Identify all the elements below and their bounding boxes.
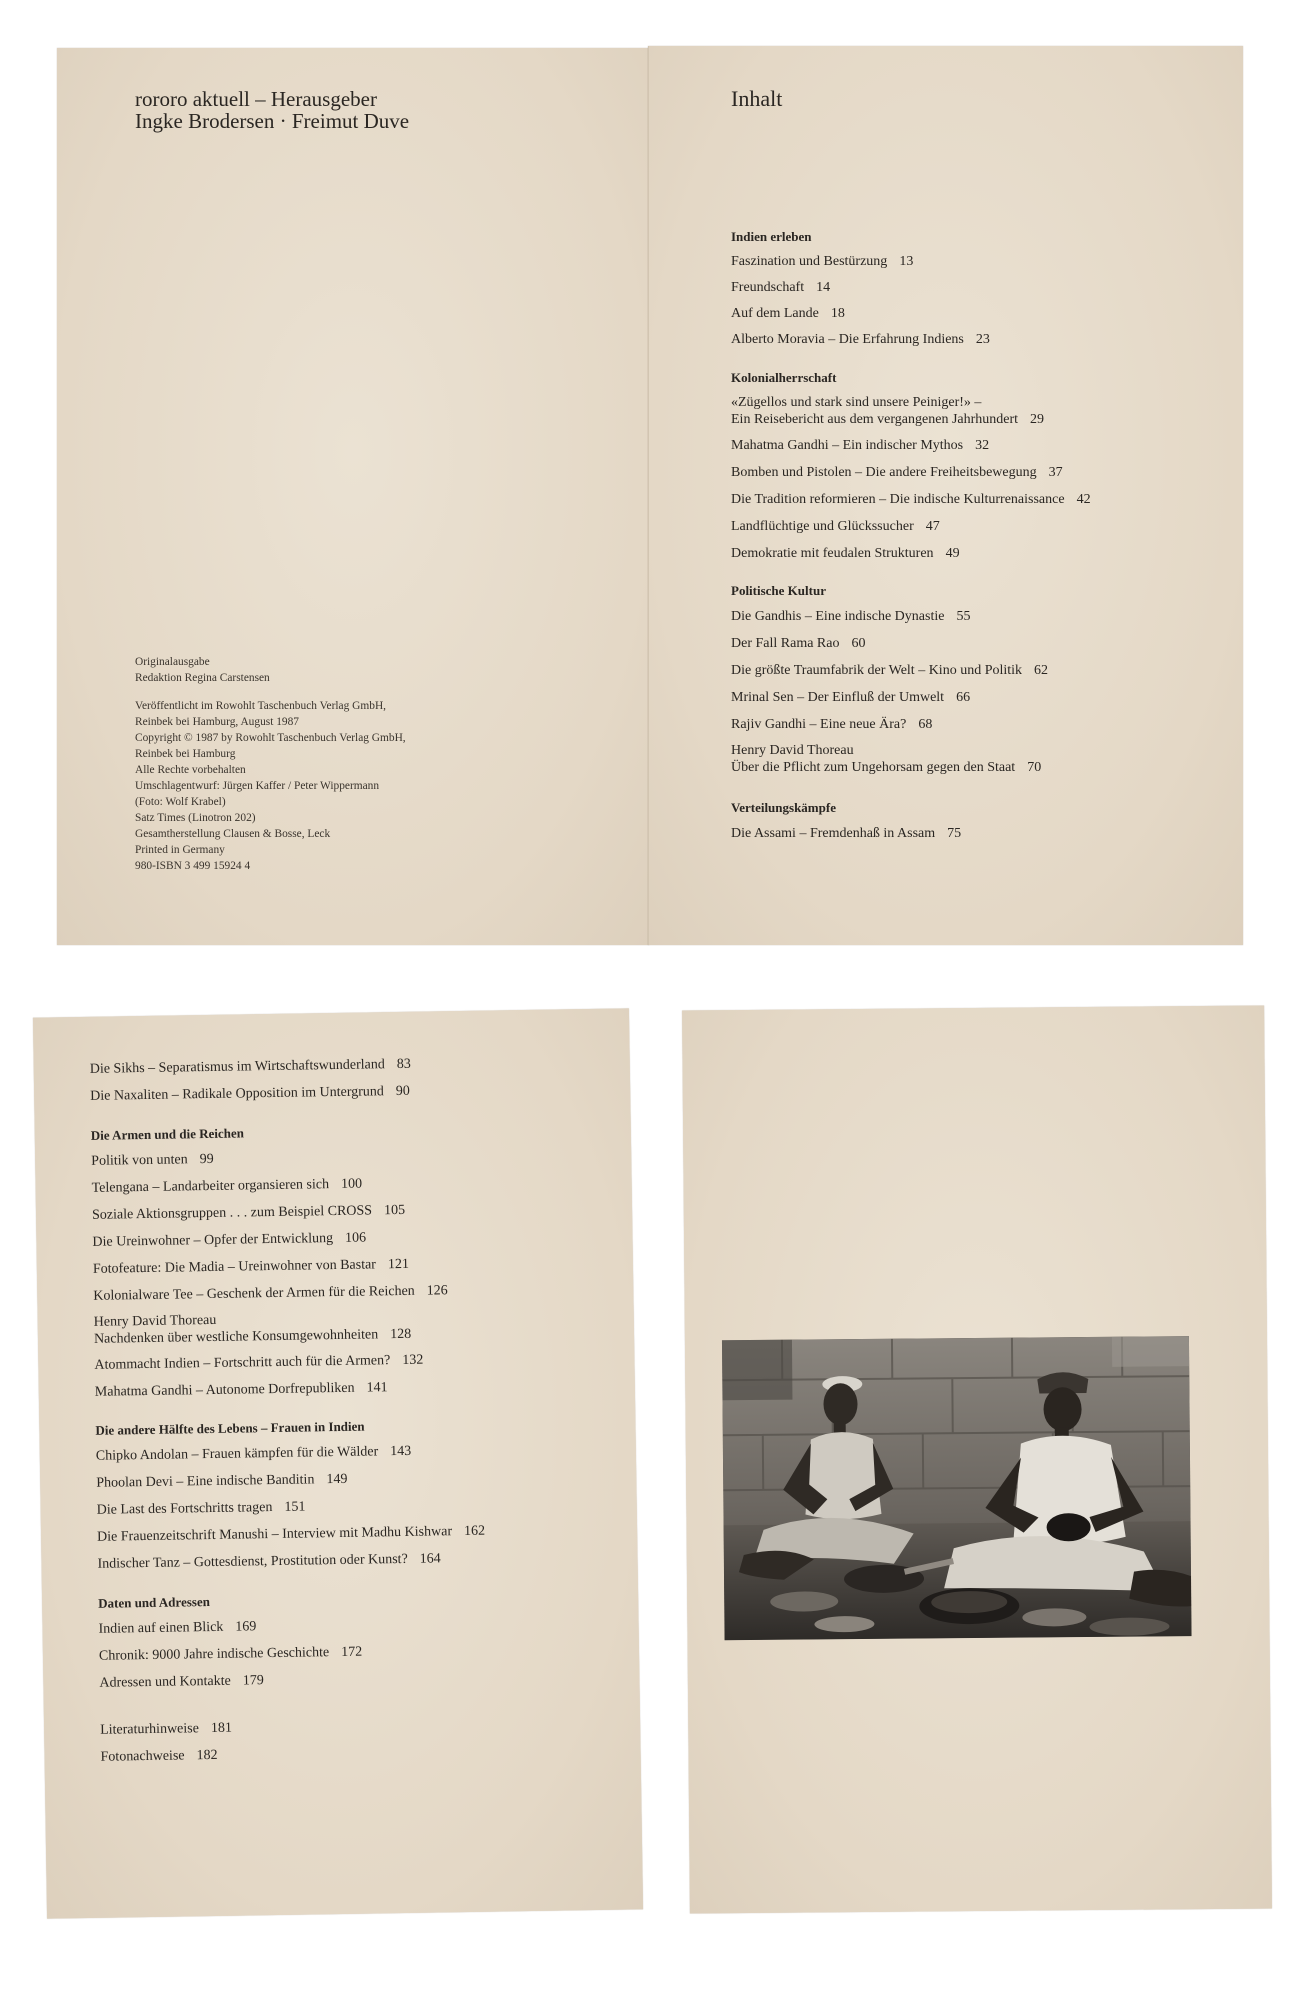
imprint-line: Alle Rechte vorbehalten: [135, 764, 246, 776]
imprint-line: Veröffentlicht im Rowohlt Taschenbuch Verlag GmbH,: [135, 700, 387, 712]
toc-entry-title: Rajiv Gandhi – Eine neue Ära?: [731, 717, 907, 732]
toc-entry[interactable]: [92, 1201, 480, 1225]
toc-entry-title: Der Fall Rama Rao: [731, 636, 840, 651]
toc-entry[interactable]: [731, 305, 1091, 323]
toc-entry-page: 126: [426, 1283, 448, 1299]
toc-entry-line1: Henry David Thoreau: [731, 743, 854, 758]
toc-entry-title: Kolonialware Tee – Geschenk der Armen für die Reichen: [93, 1283, 415, 1304]
toc-entry[interactable]: [731, 716, 1091, 734]
toc-entry-page: 66: [956, 690, 971, 705]
toc-entry-page: 14: [816, 280, 831, 295]
toc-entry[interactable]: [93, 1282, 481, 1306]
toc-entry[interactable]: [731, 635, 1091, 653]
imprint-line: Redaktion Regina Carstensen: [135, 672, 270, 684]
imprint-line: Copyright © 1987 by Rowohlt Taschenbuch Verlag GmbH,: [135, 732, 406, 744]
toc-entry[interactable]: [90, 1055, 478, 1079]
toc-entry-page: 29: [1030, 412, 1045, 427]
contents-list-part2: [90, 1055, 489, 1767]
toc-entry[interactable]: [97, 1523, 485, 1547]
toc-entry-title: Fotofeature: Die Madia – Ureinwohner von Bastar: [92, 1257, 377, 1277]
toc-entry-title: Mahatma Gandhi – Ein indischer Mythos: [731, 438, 964, 453]
section-heading: Indien erleben: [731, 229, 812, 244]
toc-entry-page: 149: [326, 1471, 348, 1488]
toc-entry-page: 18: [830, 306, 845, 321]
toc-entry-page: 100: [340, 1176, 363, 1192]
imprint-line: Reinbek bei Hamburg, August 1987: [135, 716, 299, 728]
toc-entry-title: Bomben und Pistolen – Die andere Freiheitsbewegung: [731, 465, 1037, 480]
toc-entry-page: 182: [196, 1747, 218, 1764]
toc-entry-page: 105: [383, 1202, 406, 1219]
toc-entry[interactable]: [731, 608, 1091, 626]
toc-entry[interactable]: [93, 1255, 481, 1279]
toc-entry-page: 13: [899, 254, 914, 269]
imprint-line: 980-ISBN 3 499 15924 4: [135, 860, 251, 872]
imprint-line: Reinbek bei Hamburg: [135, 748, 236, 760]
toc-entry-page: 70: [1027, 760, 1042, 775]
toc-entry[interactable]: [731, 279, 1091, 297]
toc-entry-title: Chronik: 9000 Jahre indische Geschichte: [98, 1645, 330, 1664]
imprint-line: Satz Times (Linotron 202): [135, 812, 256, 824]
toc-entry-title: Die Tradition reformieren – Die indische Kulturrenaissance: [731, 492, 1065, 507]
toc-entry[interactable]: [731, 491, 1091, 509]
toc-entry-title: Die Ureinwohner – Opfer der Entwicklung: [92, 1231, 334, 1250]
toc-entry-title: Fotonachweise: [100, 1748, 185, 1765]
toc-entry[interactable]: [92, 1174, 480, 1198]
section-heading: Kolonialherrschaft: [731, 370, 837, 385]
toc-entry-page: 151: [284, 1499, 306, 1515]
toc-entry-page: 47: [925, 519, 940, 534]
imprint-line: Umschlagentwurf: Jürgen Kaffer / Peter Wippermann: [135, 780, 380, 792]
toc-entry-title: Über die Pflicht zum Ungehorsam gegen den Staat: [731, 760, 1016, 775]
series-line: rororo aktuell – Herausgeber: [135, 87, 377, 111]
imprint-notice: [135, 654, 406, 874]
imprint-page: [57, 48, 649, 945]
toc-entry[interactable]: [731, 545, 1091, 563]
toc-entry-page: 32: [975, 438, 990, 453]
toc-entry-page: 141: [366, 1380, 388, 1396]
toc-entry-title: Telengana – Landarbeiter organsieren sich: [91, 1177, 330, 1196]
toc-entry-title: Phoolan Devi – Eine indische Banditin: [96, 1472, 315, 1491]
toc-entry-page: 90: [395, 1083, 410, 1100]
toc-entry[interactable]: [731, 464, 1091, 482]
toc-entry-page: 55: [956, 609, 971, 624]
toc-entry-page: 132: [402, 1352, 424, 1368]
toc-entry-page: 99: [199, 1151, 214, 1168]
toc-entry-page: 60: [851, 636, 866, 651]
toc-entry-title: Politik von unten: [91, 1152, 188, 1169]
toc-entry-page: 143: [390, 1443, 412, 1460]
toc-entry-title: Die Assami – Fremdenhaß in Assam: [731, 826, 936, 841]
contents-title: Inhalt: [731, 86, 783, 111]
toc-entry-title: Die Last des Fortschritts tragen: [96, 1500, 273, 1518]
toc-entry-title: Chipko Andolan – Frauen kämpfen für die Wälder: [95, 1444, 379, 1464]
section-heading: Die Armen und die Reichen: [90, 1125, 245, 1143]
toc-entry-title: Alberto Moravia – Die Erfahrung Indiens: [731, 332, 964, 347]
contents-page-2: [33, 1008, 643, 1918]
imprint-line: Originalausgabe: [135, 656, 210, 668]
toc-entry-title: Die Frauenzeitschrift Manushi – Interview mit Madhu Kishwar: [97, 1524, 453, 1545]
toc-entry-page: 68: [918, 717, 933, 732]
toc-entry-page: 164: [419, 1551, 441, 1567]
imprint-line: (Foto: Wolf Krabel): [135, 796, 226, 808]
toc-entry[interactable]: [94, 1351, 482, 1375]
toc-entry-page: 121: [387, 1256, 410, 1273]
toc-entry[interactable]: [731, 518, 1091, 536]
imprint-header: [135, 88, 409, 132]
toc-entry-title: Mahatma Gandhi – Autonome Dorfrepubliken: [94, 1380, 355, 1400]
toc-entry-title: Nachdenken über westliche Konsumgewohnheiten: [93, 1327, 379, 1347]
contents-page-1: [648, 46, 1243, 945]
toc-entry-page: 128: [390, 1326, 412, 1343]
imprint-spacer: [135, 686, 406, 698]
toc-entry[interactable]: [731, 253, 1091, 271]
toc-entry-title: Adressen und Kontakte: [99, 1673, 231, 1691]
toc-entry[interactable]: [731, 437, 1091, 455]
toc-entry-title: Mrinal Sen – Der Einfluß der Umwelt: [731, 690, 945, 705]
toc-entry-page: 23: [975, 332, 990, 347]
toc-entry-page: 181: [210, 1720, 233, 1737]
photo-page: [682, 1005, 1272, 1913]
section-heading: Daten und Adressen: [98, 1594, 211, 1611]
toc-entry-title: Atommacht Indien – Fortschritt auch für die Armen?: [94, 1353, 391, 1373]
toc-entry-page: 83: [396, 1056, 411, 1073]
toc-entry-line1: «Zügellos und stark sind unsere Peiniger!» –: [731, 395, 982, 410]
toc-entry-title: Landflüchtige und Glückssucher: [731, 519, 914, 534]
toc-entry-page: 37: [1048, 465, 1063, 480]
editors-line: Ingke Brodersen · Freimut Duve: [135, 109, 410, 133]
section-heading: Politische Kultur: [731, 583, 826, 598]
toc-entry[interactable]: [731, 689, 1091, 707]
toc-entry-title: Die Gandhis – Eine indische Dynastie: [731, 609, 945, 624]
photo-illustration: [722, 1336, 1192, 1640]
toc-entry-page: 75: [947, 826, 962, 841]
toc-entry[interactable]: [731, 331, 1091, 349]
section-heading: Verteilungskämpfe: [731, 800, 836, 815]
toc-entry-title: Ein Reisebericht aus dem vergangenen Jahrhundert: [731, 412, 1019, 427]
toc-entry-title: Die Sikhs – Separatismus im Wirtschaftswunderland: [89, 1057, 385, 1077]
toc-entry-page: 62: [1034, 663, 1049, 678]
toc-entry-title: Auf dem Lande: [731, 306, 819, 321]
toc-entry-page: 172: [341, 1644, 363, 1660]
toc-entry[interactable]: [94, 1309, 482, 1349]
toc-entry-page: 162: [463, 1523, 486, 1540]
toc-entry[interactable]: [92, 1228, 480, 1252]
toc-entry[interactable]: [731, 825, 1091, 843]
imprint-line: Printed in Germany: [135, 844, 225, 856]
toc-entry[interactable]: [96, 1469, 484, 1493]
section-heading: Die andere Hälfte des Lebens – Frauen in Indien: [95, 1418, 365, 1438]
imprint-line: Gesamtherstellung Clausen & Bosse, Leck: [135, 828, 331, 840]
toc-entry-title: Demokratie mit feudalen Strukturen: [731, 546, 934, 561]
toc-entry-title: Die größte Traumfabrik der Welt – Kino und Politik: [731, 663, 1023, 678]
toc-entry-title: Indischer Tanz – Gottesdienst, Prostitution oder Kunst?: [97, 1551, 408, 1572]
toc-entry-title: Soziale Aktionsgruppen . . . zum Beispiel CROSS: [91, 1203, 373, 1223]
toc-entry-title: Literaturhinweise: [100, 1721, 200, 1738]
toc-entry-page: 106: [345, 1230, 367, 1246]
toc-entry[interactable]: [99, 1642, 487, 1666]
toc-entry-page: 169: [235, 1619, 257, 1635]
toc-entry[interactable]: [100, 1743, 488, 1767]
toc-entry-page: 49: [945, 546, 960, 561]
toc-entry-title: Faszination und Bestürzung: [731, 254, 888, 269]
toc-entry[interactable]: [97, 1496, 485, 1520]
toc-entry[interactable]: [731, 395, 1091, 429]
toc-entry[interactable]: [731, 662, 1091, 680]
cobblers-photo: [722, 1336, 1192, 1640]
toc-entry-title: Die Naxaliten – Radikale Opposition im Untergrund: [90, 1084, 384, 1104]
toc-entry[interactable]: [731, 743, 1091, 777]
toc-entry-line1: Henry David Thoreau: [93, 1312, 217, 1330]
toc-entry-page: 42: [1076, 492, 1091, 507]
toc-entry-title: Freundschaft: [731, 280, 805, 295]
toc-entry-page: 179: [242, 1673, 264, 1689]
toc-entry-title: Indien auf einen Blick: [98, 1619, 224, 1637]
contents-list-part1: [731, 228, 1091, 843]
